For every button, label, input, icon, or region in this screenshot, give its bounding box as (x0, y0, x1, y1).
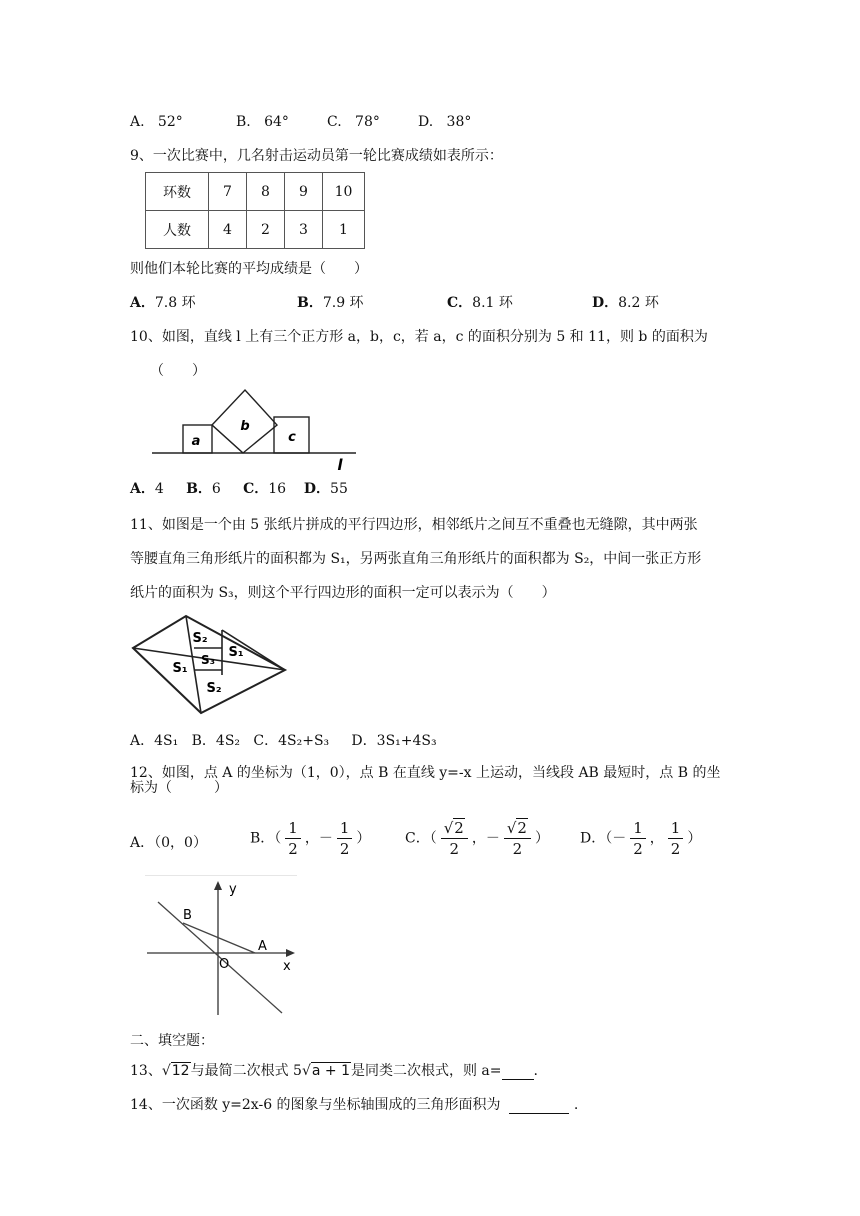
q10-stem-line2: （ ） (150, 363, 206, 379)
q12-stem-line1: 12、如图，点 A 的坐标为（1，0），点 B 在直线 y=-x 上运动，当线段 AB 最短时，点 B 的坐 (130, 765, 721, 781)
q10-options (130, 478, 348, 498)
q10-option-a: A．4 (130, 481, 164, 497)
table-cell: 10 (323, 173, 365, 211)
q11-stem-line1: 11、如图是一个由 5 张纸片拼成的平行四边形，相邻纸片之间互不重叠也无缝隙，其中两张 (130, 517, 698, 533)
label-x: x (283, 959, 291, 974)
label-s1-left: S₁ (172, 661, 188, 676)
label-c: c (288, 430, 296, 445)
table-header-cell: 人数 (146, 211, 209, 249)
q10-option-b: B．6 (186, 481, 221, 497)
q14-stem: 14、一次函数 y=2x-6 的图象与坐标轴围成的三角形面积为 . (130, 1097, 579, 1113)
q11-options (130, 730, 437, 750)
q9-question: 则他们本轮比赛的平均成绩是（ ） (130, 261, 368, 277)
q10-option-c: C．16 (243, 481, 287, 497)
q10-stem-line1: 10、如图，直线 l 上有三个正方形 a，b，c，若 a，c 的面积分别为 5 和 11，则 b 的面积为 (130, 329, 708, 345)
q12-stem-line2: 标为（ ） (130, 780, 228, 796)
q8-option-b: B. 64° (236, 114, 289, 130)
q13-answer-blank[interactable] (502, 1079, 534, 1080)
table-row (146, 211, 365, 249)
table-cell: 8 (247, 173, 285, 211)
q9-score-table (145, 172, 365, 249)
q10-squares-figure (150, 385, 360, 475)
table-cell: 4 (209, 211, 247, 249)
segment-ab (183, 923, 255, 953)
label-o: O (219, 957, 230, 972)
q9-option-c: C．8.1 环 (447, 295, 513, 311)
q9-option-a: A．7.8 环 (130, 295, 196, 311)
table-row (146, 173, 365, 211)
label-y: y (229, 882, 237, 897)
table-cell: 9 (285, 173, 323, 211)
label-a: A (258, 939, 267, 954)
q11-option-a: A．4S₁ (130, 733, 179, 749)
q13-stem: 13、√12与最简二次根式 5√a + 1是同类二次根式，则 a= . (130, 1063, 538, 1079)
label-a: a (191, 434, 201, 449)
q9-option-d: D．8.2 环 (592, 295, 659, 311)
section-fill-in-title: 二、填空题： (130, 1033, 214, 1049)
q12-option-d: D．（－ $\frac{1}{2}$ ， $\frac{1}{2}$ ） (580, 819, 702, 858)
q12-coordinate-figure (145, 875, 297, 1017)
q11-option-c: C．4S₂+S₃ (253, 733, 330, 749)
table-cell: 2 (247, 211, 285, 249)
q11-option-d: D．3S₁+4S₃ (351, 733, 437, 749)
q8-option-c: C. 78° (327, 114, 380, 130)
q11-stem-line2: 等腰直角三角形纸片的面积都为 S₁，另两张直角三角形纸片的面积都为 S₂，中间一张正方形 (130, 551, 702, 567)
q11-parallelogram-figure (128, 610, 290, 718)
label-b: B (183, 908, 192, 923)
label-s3: S₃ (201, 653, 215, 667)
table-cell: 1 (323, 211, 365, 249)
table-cell: 7 (209, 173, 247, 211)
label-l: l (337, 456, 343, 474)
q8-option-d: D. 38° (418, 114, 472, 130)
label-s1-right: S₁ (228, 645, 244, 660)
q12-option-c: C．（ $\frac{√2}{2}$ ，－ $\frac{√2}{2}$ ） (405, 819, 549, 858)
table-cell: 3 (285, 211, 323, 249)
q12-option-b: B．（ $\frac{1}{2}$ ，－ $\frac{1}{2}$ ） (250, 819, 371, 858)
q14-answer-blank[interactable] (509, 1113, 569, 1114)
label-b: b (240, 419, 250, 434)
table-header-cell: 环数 (146, 173, 209, 211)
label-s2-top: S₂ (192, 631, 208, 646)
q11-stem-line3: 纸片的面积为 S₃，则这个平行四边形的面积一定可以表示为（ ） (130, 585, 556, 601)
label-s2-bottom: S₂ (206, 681, 222, 696)
q9-option-b: B．7.9 环 (297, 295, 364, 311)
q12-option-a: A．（0，0） (130, 835, 207, 851)
q10-option-d: D．55 (303, 481, 348, 497)
q8-option-a: A. 52° (130, 114, 183, 130)
q9-stem: 9、一次比赛中，几名射击运动员第一轮比赛成绩如表所示： (130, 148, 503, 164)
q11-option-b: B．4S₂ (191, 733, 241, 749)
